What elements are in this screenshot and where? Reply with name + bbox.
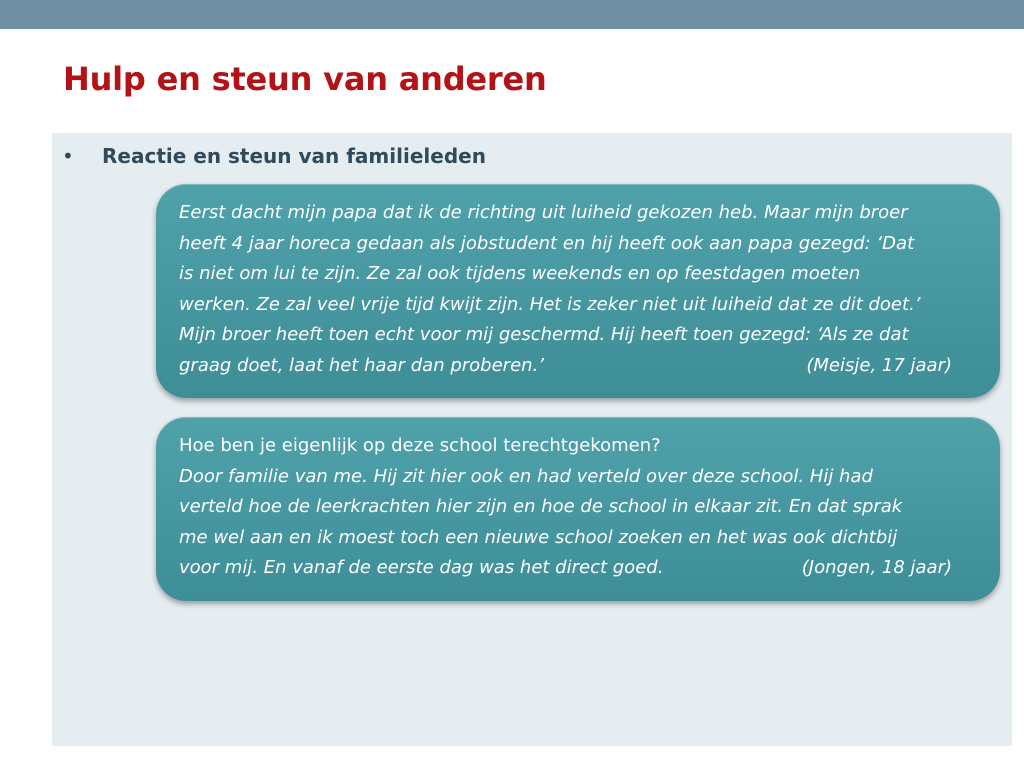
quote-line: graag doet, laat het haar dan proberen.’ <box>179 354 544 376</box>
interview-question: Hoe ben je eigenlijk op deze school terechtgekomen? <box>179 435 661 456</box>
quote-line: Mijn broer heeft toen echt voor mij geschermd. Hij heeft toen gezegd: ‘Als ze dat <box>179 324 909 345</box>
quote-box-family-support <box>156 184 1000 398</box>
quote-line: voor mij. En vanaf de eerste dag was het direct goed. <box>179 557 664 578</box>
quote-line: Eerst dacht mijn papa dat ik de richting uit luiheid gekozen heb. Maar mijn broer <box>179 202 908 223</box>
quote-box-school-choice <box>156 417 1000 601</box>
quote-line: heeft 4 jaar horeca gedaan als jobstudent en hij heeft ook aan papa gezegd: ‘Dat <box>179 232 915 254</box>
quote-line: is niet om lui te zijn. Ze zal ook tijdens weekends en op feestdagen moeten <box>179 263 861 284</box>
quote-line: werken. Ze zal veel vrije tijd kwijt zijn. Het is zeker niet uit luiheid dat ze dit doet.’ <box>179 293 921 315</box>
quote-line: me wel aan en ik moest toch een nieuwe school zoeken en het was ook dichtbij <box>179 526 898 548</box>
quote-last-line <box>179 553 978 584</box>
bullet-text: Reactie en steun van familieleden <box>102 144 486 168</box>
quote-last-line <box>179 351 978 382</box>
top-bar <box>0 0 1024 29</box>
quote-line: Door familie van me. Hij zit hier ook en had verteld over deze school. Hij had <box>179 465 873 487</box>
quote-attribution: (Meisje, 17 jaar) <box>806 354 952 376</box>
bullet-item <box>62 144 486 168</box>
slide-title: Hulp en steun van anderen <box>63 60 547 98</box>
bullet-marker: • <box>62 144 74 168</box>
quote-line: verteld hoe de leerkrachten hier zijn en hoe de school in elkaar zit. En dat sprak <box>179 496 903 517</box>
quote-attribution: (Jongen, 18 jaar) <box>801 557 952 578</box>
